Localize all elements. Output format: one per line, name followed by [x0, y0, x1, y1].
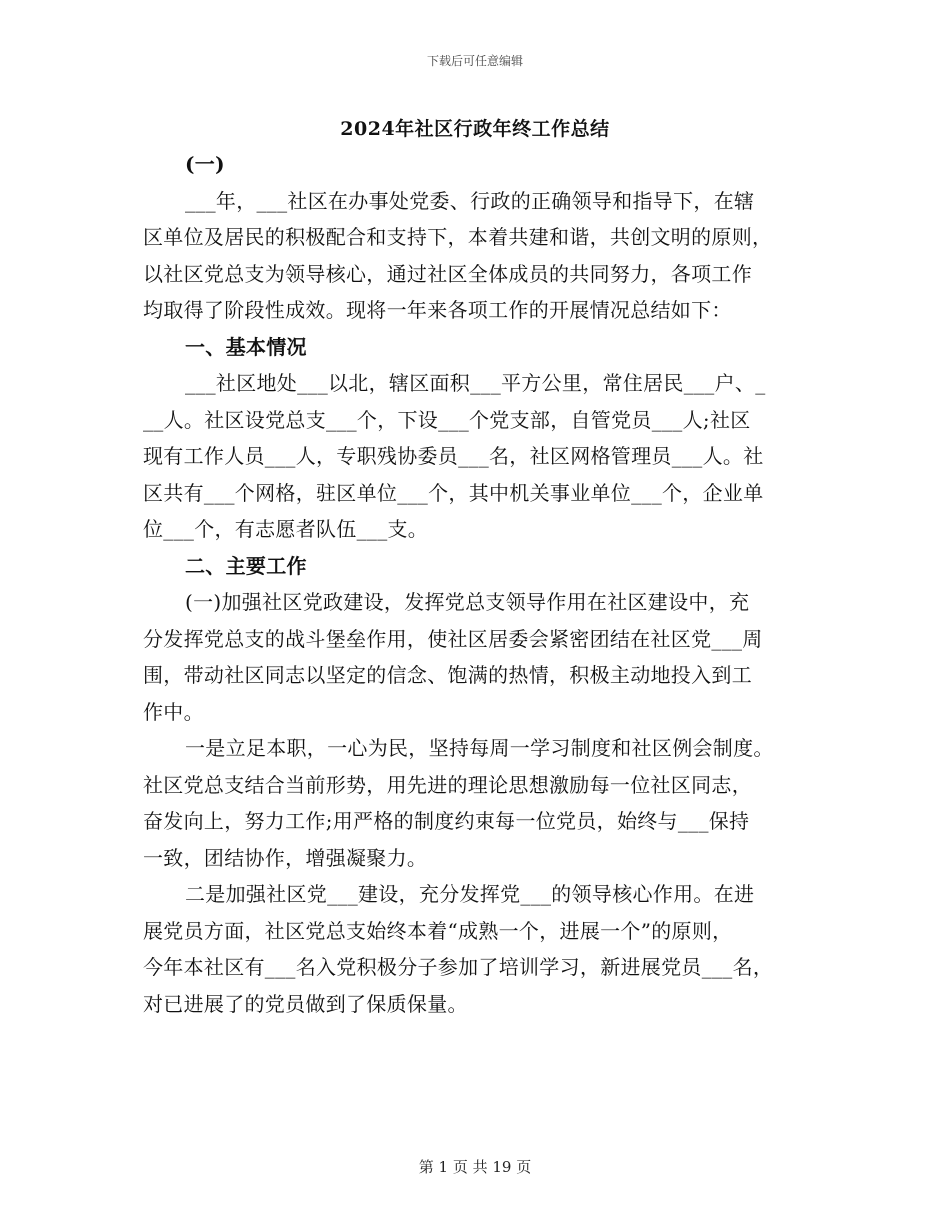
paragraph-line: 均取得了阶段性成效。现将一年来各项工作的开展情况总结如下： [143, 298, 732, 322]
paragraph-line: 以社区党总支为领导核心，通过社区全体成员的共同努力，各项工作 [143, 261, 752, 286]
paragraph-line: 现有工作人员___人，专职残协委员___名，社区网格管理员___人。社 [143, 444, 764, 468]
section-heading: (一) [185, 152, 225, 176]
paragraph-line: 二是加强社区党___建设，充分发挥党___的领导核心作用。在进 [185, 882, 755, 906]
paragraph-line: 作中。 [143, 699, 204, 724]
paragraph-line: 展党员方面，社区党总支始终本着“成熟一个，进展一个”的原则， [143, 918, 733, 943]
paragraph-line: (一)加强社区党政建设，发挥党总支领导作用在社区建设中，充 [185, 590, 750, 614]
paragraph-line: 一致，团结协作，增强凝聚力。 [143, 845, 428, 870]
paragraph-line: ___年，___社区在办事处党委、行政的正确领导和指导下，在辖 [185, 188, 755, 213]
paragraph-line: 对已进展了的党员做到了保质保量。 [143, 991, 468, 1016]
section-heading: 二、主要工作 [185, 553, 307, 578]
paragraph-line: 今年本社区有___名入党积极分子参加了培训学习，新进展党员___名， [143, 955, 774, 979]
paragraph-line: ___社区地处___以北，辖区面积___平方公里，常住居民___户、_ [185, 371, 766, 395]
paragraph-line: 围，带动社区同志以坚定的信念、饱满的热情，积极主动地投入到工 [143, 663, 752, 687]
paragraph-line: 区共有___个网格，驻区单位___个，其中机关事业单位___个，企业单 [143, 480, 764, 505]
document-title: 2024年社区行政年终工作总结 [340, 118, 610, 140]
paragraph-line: 奋发向上，努力工作;用严格的制度约束每一位党员，始终与___保持 [143, 809, 750, 833]
paragraph-line: 位___个，有志愿者队伍___支。 [143, 517, 429, 541]
paragraph-line: 一是立足本职，一心为民，坚持每周一学习制度和社区例会制度。 [185, 736, 774, 760]
section-heading: 一、基本情况 [185, 334, 307, 359]
page-header-note: 下载后可任意编辑 [426, 54, 523, 68]
page-number: 第 1 页 共 19 页 [418, 1158, 532, 1176]
paragraph-line: 分发挥党总支的战斗堡垒作用，使社区居委会紧密团结在社区党___周 [143, 626, 763, 651]
paragraph-line: 社区党总支结合当前形势，用先进的理论思想激励每一位社区同志， [143, 772, 752, 797]
paragraph-line: 区单位及居民的积极配合和支持下，本着共建和谐，共创文明的原则， [143, 225, 773, 249]
document-body [143, 146, 808, 1022]
paragraph-line: __人。社区设党总支___个，下设___个党支部，自管党员___人;社区 [143, 407, 751, 432]
